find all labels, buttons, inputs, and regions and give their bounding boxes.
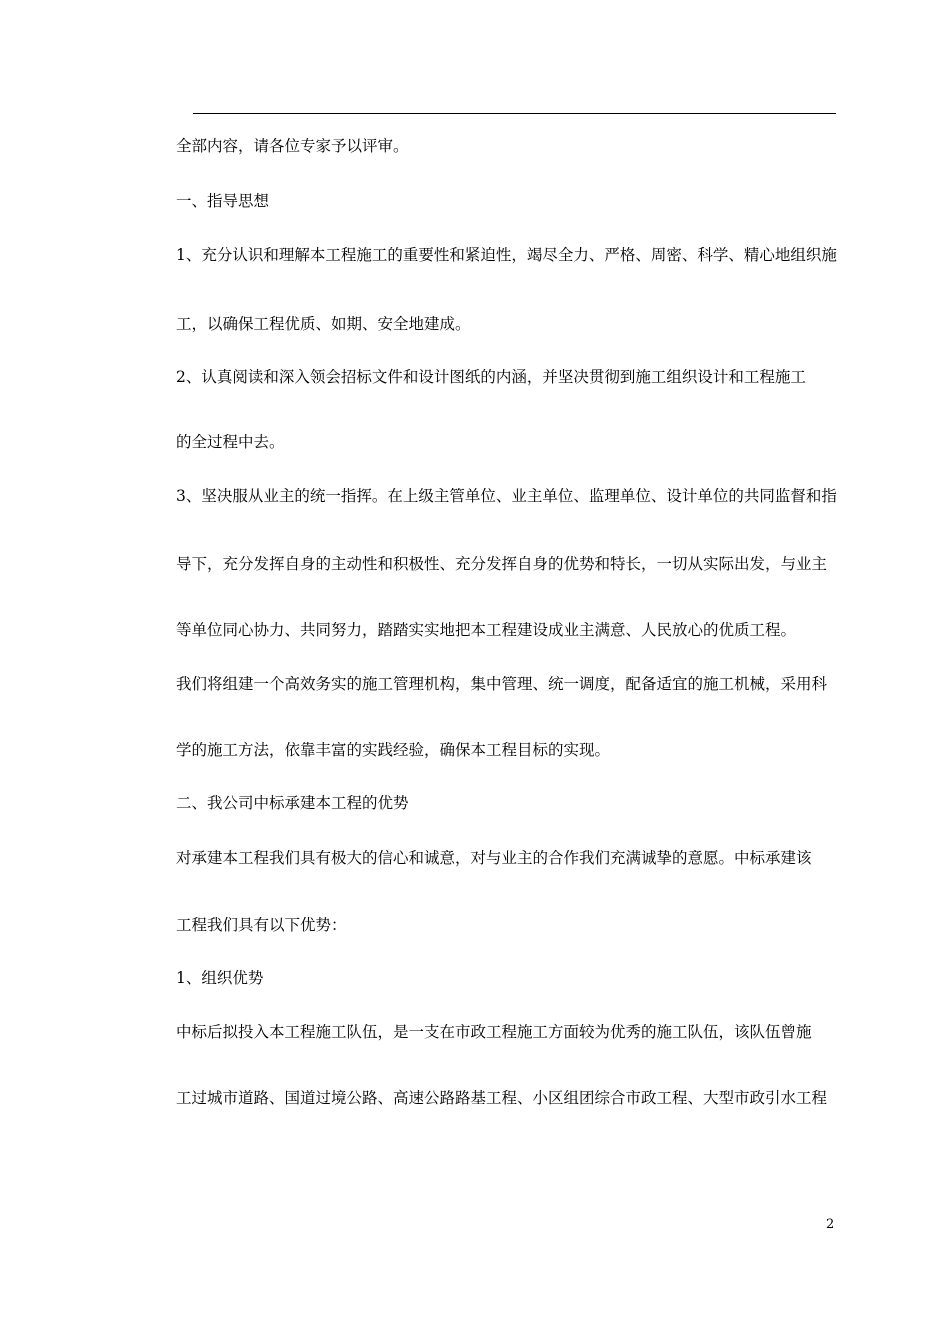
text-line: 3、坚决服从业主的统一指挥。在上级主管单位、业主单位、监理单位、设计单位的共同监督和指 xyxy=(176,487,837,505)
text-line: 对承建本工程我们具有极大的信心和诚意，对与业主的合作我们充满诚挚的意愿。中标承建该 xyxy=(176,849,812,867)
section-heading: 一、指导思想 xyxy=(176,192,270,210)
text-line: 2、认真阅读和深入领会招标文件和设计图纸的内涵，并坚决贯彻到施工组织设计和工程施工 xyxy=(176,368,806,386)
text-line: 工过城市道路、国道过境公路、高速公路路基工程、小区组团综合市政工程、大型市政引水工程 xyxy=(176,1089,828,1107)
text-line: 导下，充分发挥自身的主动性和积极性、充分发挥自身的优势和特长，一切从实际出发，与业主 xyxy=(176,555,828,573)
section-heading: 二、我公司中标承建本工程的优势 xyxy=(176,794,409,812)
text-line: 工程我们具有以下优势： xyxy=(176,916,347,934)
text-line: 的全过程中去。 xyxy=(176,433,285,451)
text-line: 我们将组建一个高效务实的施工管理机构，集中管理、统一调度，配备适宜的施工机械，采用科 xyxy=(176,675,828,693)
text-line: 学的施工方法，依靠丰富的实践经验，确保本工程目标的实现。 xyxy=(176,741,611,759)
header-rule xyxy=(193,113,836,114)
text-line: 1、充分认识和理解本工程施工的重要性和紧迫性，竭尽全力、严格、周密、科学、精心地组织施 xyxy=(176,246,837,264)
text-line: 等单位同心协力、共同努力，踏踏实实地把本工程建设成业主满意、人民放心的优质工程。 xyxy=(176,621,797,639)
page-number: 2 xyxy=(826,1217,835,1232)
subsection-heading: 1、组织优势 xyxy=(176,969,264,987)
text-line: 中标后拟投入本工程施工队伍，是一支在市政工程施工方面较为优秀的施工队伍，该队伍曾施 xyxy=(176,1023,812,1041)
text-line: 全部内容，请各位专家予以评审。 xyxy=(176,137,409,155)
text-line: 工，以确保工程优质、如期、安全地建成。 xyxy=(176,315,471,333)
